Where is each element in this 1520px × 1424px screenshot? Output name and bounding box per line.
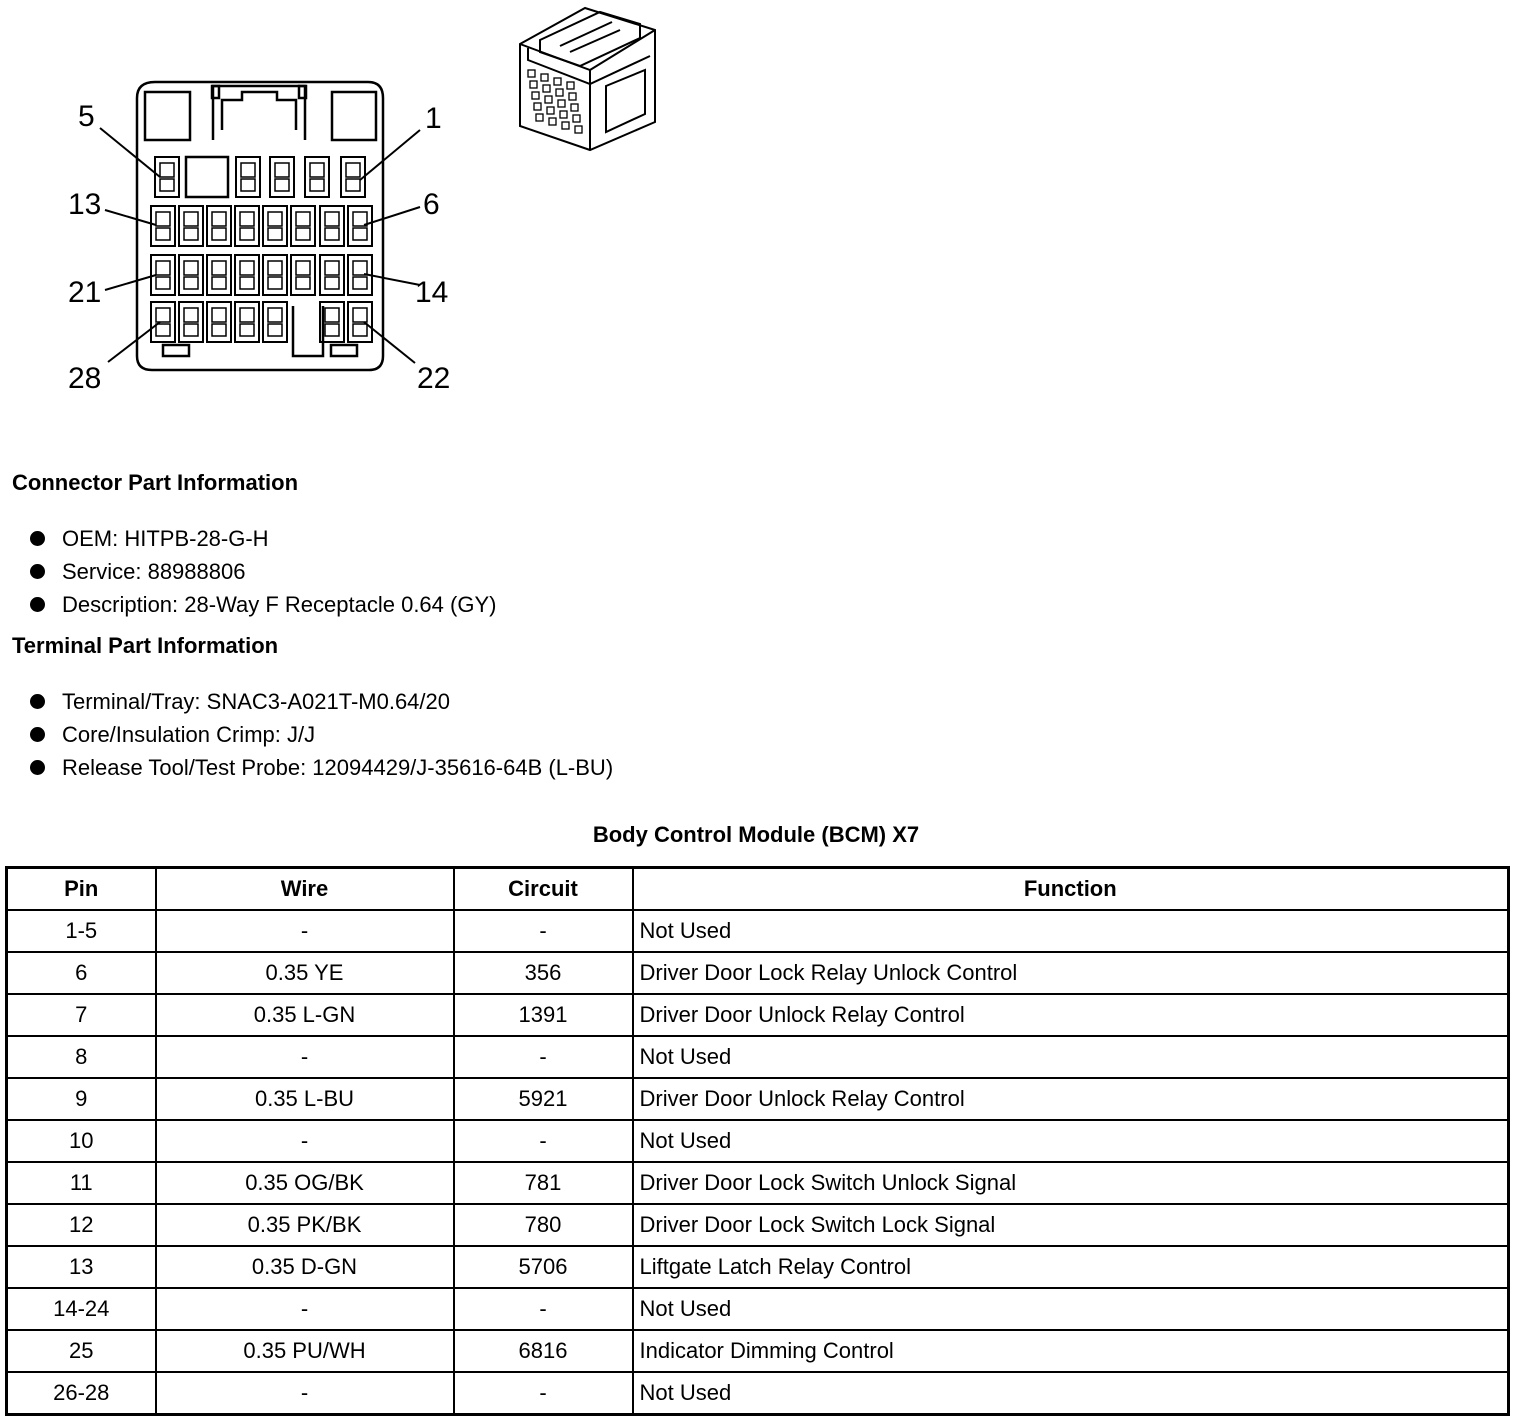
terminal-cavity: [341, 157, 365, 197]
table-header-row: [7, 868, 1509, 911]
terminal-cavity: [151, 206, 175, 246]
terminal-cavity: [235, 302, 259, 342]
terminal-cavity: [235, 206, 259, 246]
pin-label-5: 5: [78, 100, 95, 133]
terminal-cavity: [348, 206, 372, 246]
terminal-info-list: [30, 685, 613, 784]
cell-wire: 0.35 PK/BK: [156, 1204, 454, 1246]
table-title: Body Control Module (BCM) X7: [592, 822, 920, 847]
pin-label-28: 28: [68, 362, 102, 395]
cell-function: Not Used: [633, 1036, 1509, 1078]
connector-info-heading: Connector Part Information: [12, 470, 299, 495]
pin-label-1: 1: [425, 102, 442, 135]
isometric-cavity: [558, 100, 565, 107]
cell-function: Driver Door Lock Relay Unlock Control: [633, 952, 1509, 994]
terminal-info-crimp: Core/Insulation Crimp: J/J: [62, 722, 316, 747]
table-row: [7, 1372, 1509, 1415]
list-item: [30, 718, 613, 751]
table-row: [7, 1078, 1509, 1120]
cell-function: Driver Door Unlock Relay Control: [633, 994, 1509, 1036]
terminal-cavity: [151, 302, 175, 342]
terminal-info-tray: Terminal/Tray: SNAC3-A021T-M0.64/20: [62, 689, 450, 714]
terminal-cavity: [179, 302, 203, 342]
list-item: [30, 685, 613, 718]
column-header-function: Function: [633, 868, 1509, 911]
terminal-cavity: [207, 206, 231, 246]
isometric-cavity: [569, 93, 576, 100]
cell-function: Indicator Dimming Control: [633, 1330, 1509, 1372]
terminal-cavity: [207, 255, 231, 295]
terminal-cavity: [207, 302, 231, 342]
terminal-cavities: [151, 157, 372, 342]
cell-pin: 11: [7, 1162, 156, 1204]
cell-pin: 10: [7, 1120, 156, 1162]
column-header-wire: Wire: [156, 868, 454, 911]
bullet-icon: [30, 597, 45, 612]
cell-pin: 7: [7, 994, 156, 1036]
cell-pin: 14-24: [7, 1288, 156, 1330]
isometric-cavity: [536, 114, 543, 121]
cell-pin: 6: [7, 952, 156, 994]
cell-function: Liftgate Latch Relay Control: [633, 1246, 1509, 1288]
cell-wire: -: [156, 1120, 454, 1162]
isometric-cavity: [562, 122, 569, 129]
pinout-table: [5, 866, 1510, 1416]
table-row: [7, 1120, 1509, 1162]
cell-pin: 26-28: [7, 1372, 156, 1415]
cell-circuit: 5706: [454, 1246, 633, 1288]
cell-wire: 0.35 YE: [156, 952, 454, 994]
cell-wire: 0.35 D-GN: [156, 1246, 454, 1288]
cell-function: Driver Door Unlock Relay Control: [633, 1078, 1509, 1120]
cell-circuit: 1391: [454, 994, 633, 1036]
isometric-cavity: [567, 82, 574, 89]
cell-circuit: -: [454, 1288, 633, 1330]
isometric-cavity: [575, 126, 582, 133]
table-row: [7, 1036, 1509, 1078]
bullet-icon: [30, 694, 45, 709]
isometric-cavity: [556, 89, 563, 96]
terminal-cavity: [236, 157, 260, 197]
pin-label-6: 6: [423, 188, 440, 221]
isometric-cavity: [549, 118, 556, 125]
bullet-icon: [30, 564, 45, 579]
cell-function: Driver Door Lock Switch Lock Signal: [633, 1204, 1509, 1246]
terminal-cavity: [291, 255, 315, 295]
column-header-circuit: Circuit: [454, 868, 633, 911]
cell-circuit: -: [454, 1120, 633, 1162]
list-item: [30, 588, 496, 621]
cell-circuit: 781: [454, 1162, 633, 1204]
terminal-cavity: [291, 206, 315, 246]
cell-function: Not Used: [633, 1288, 1509, 1330]
cell-circuit: 780: [454, 1204, 633, 1246]
cell-circuit: -: [454, 910, 633, 952]
pin-label-21: 21: [68, 276, 102, 309]
connector-isometric-cavities: [528, 70, 582, 133]
cell-wire: 0.35 OG/BK: [156, 1162, 454, 1204]
cell-circuit: -: [454, 1372, 633, 1415]
list-item: [30, 555, 496, 588]
bullet-icon: [30, 760, 45, 775]
cell-function: Not Used: [633, 1120, 1509, 1162]
cell-wire: 0.35 PU/WH: [156, 1330, 454, 1372]
terminal-cavity: [320, 255, 344, 295]
terminal-cavity: [320, 206, 344, 246]
isometric-cavity: [541, 74, 548, 81]
cell-circuit: 6816: [454, 1330, 633, 1372]
isometric-cavity: [573, 115, 580, 122]
terminal-cavity: [179, 206, 203, 246]
terminal-cavity: [263, 255, 287, 295]
cell-circuit: -: [454, 1036, 633, 1078]
cell-wire: -: [156, 910, 454, 952]
table-row: [7, 910, 1509, 952]
isometric-cavity: [560, 111, 567, 118]
isometric-cavity: [571, 104, 578, 111]
terminal-info-heading: Terminal Part Information: [12, 633, 279, 658]
isometric-cavity: [554, 78, 561, 85]
cell-pin: 13: [7, 1246, 156, 1288]
terminal-cavity: [270, 157, 294, 197]
list-item: [30, 751, 613, 784]
terminal-cavity: [179, 255, 203, 295]
terminal-info-release-tool: Release Tool/Test Probe: 12094429/J-35616-64B (L-BU): [62, 755, 614, 780]
connector-diagram: [0, 0, 700, 410]
cell-function: Not Used: [633, 910, 1509, 952]
cell-wire: -: [156, 1036, 454, 1078]
isometric-cavity: [534, 103, 541, 110]
cell-pin: 25: [7, 1330, 156, 1372]
list-item: [30, 522, 496, 555]
cell-function: Driver Door Lock Switch Unlock Signal: [633, 1162, 1509, 1204]
pin-label-22: 22: [417, 362, 451, 395]
isometric-cavity: [532, 92, 539, 99]
cell-pin: 9: [7, 1078, 156, 1120]
terminal-cavity: [305, 157, 329, 197]
bullet-icon: [30, 727, 45, 742]
terminal-cavity: [263, 302, 287, 342]
terminal-cavity: [235, 255, 259, 295]
isometric-cavity: [545, 96, 552, 103]
terminal-cavity: [263, 206, 287, 246]
column-header-pin: Pin: [7, 868, 156, 911]
cell-pin: 12: [7, 1204, 156, 1246]
table-row: [7, 1288, 1509, 1330]
connector-info-oem: OEM: HITPB-28-G-H: [62, 526, 269, 551]
table-row: [7, 1162, 1509, 1204]
cell-pin: 8: [7, 1036, 156, 1078]
cell-wire: 0.35 L-GN: [156, 994, 454, 1036]
pin-label-14: 14: [415, 276, 449, 309]
cell-wire: 0.35 L-BU: [156, 1078, 454, 1120]
isometric-cavity: [530, 81, 537, 88]
cell-function: Not Used: [633, 1372, 1509, 1415]
connector-info-description: Description: 28-Way F Receptacle 0.64 (GY): [62, 592, 497, 617]
isometric-cavity: [543, 85, 550, 92]
table-row: [7, 1330, 1509, 1372]
table-row: [7, 1246, 1509, 1288]
table-row: [7, 1204, 1509, 1246]
cell-circuit: 356: [454, 952, 633, 994]
connector-isometric-illustration: [520, 8, 655, 150]
terminal-cavity: [348, 302, 372, 342]
cell-wire: -: [156, 1288, 454, 1330]
cell-circuit: 5921: [454, 1078, 633, 1120]
isometric-cavity: [547, 107, 554, 114]
table-body: [7, 910, 1509, 1415]
table-row: [7, 952, 1509, 994]
connector-info-service: Service: 88988806: [62, 559, 246, 584]
bullet-icon: [30, 531, 45, 546]
cell-wire: -: [156, 1372, 454, 1415]
cell-pin: 1-5: [7, 910, 156, 952]
connector-info-list: [30, 522, 496, 621]
pin-label-13: 13: [68, 188, 102, 221]
isometric-cavity: [528, 70, 535, 77]
table-row: [7, 994, 1509, 1036]
